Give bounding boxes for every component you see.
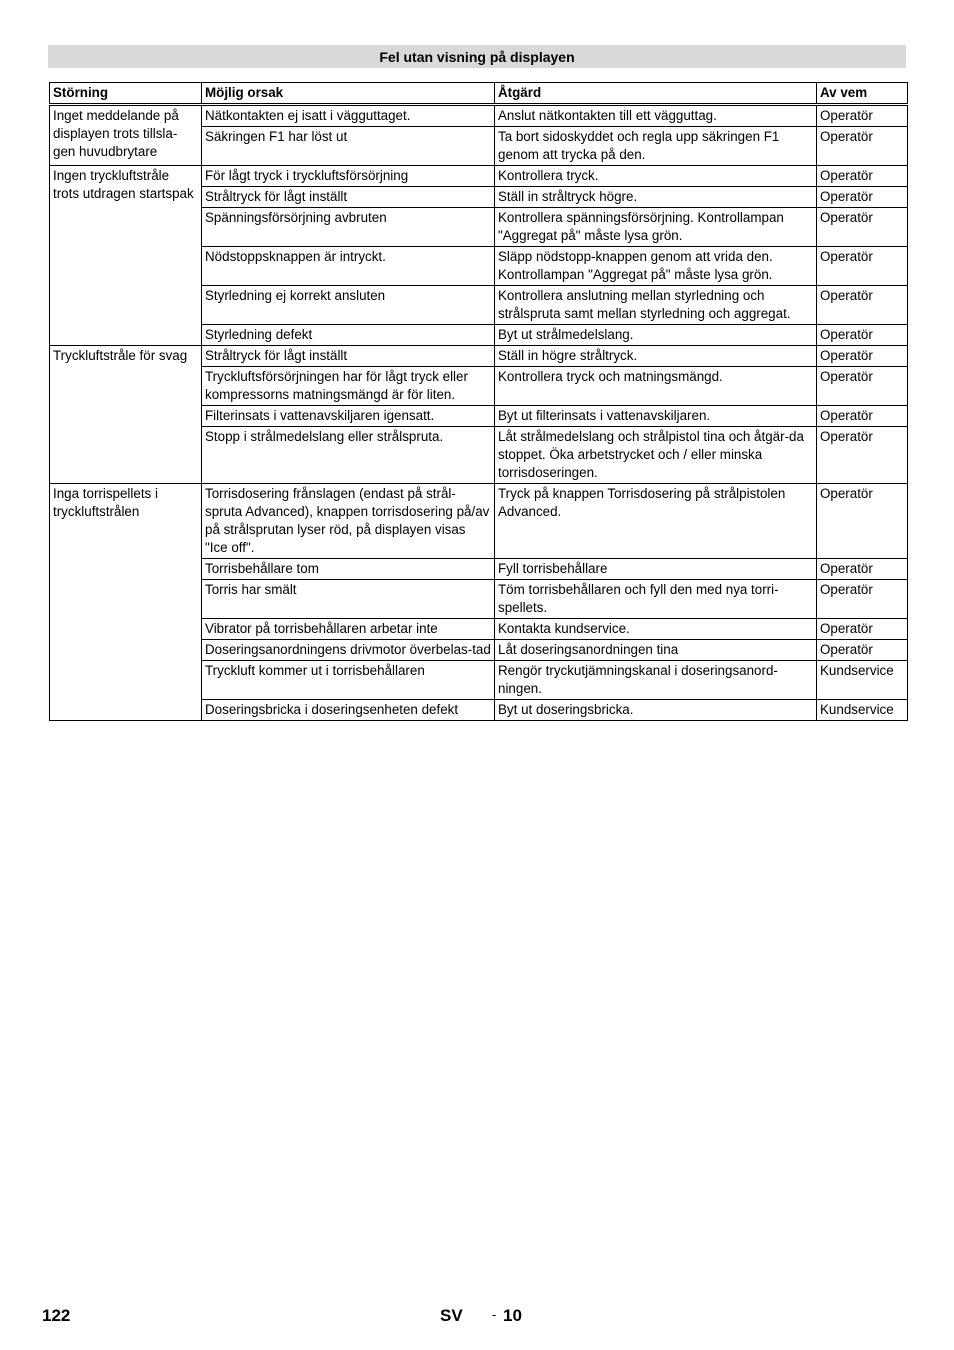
action-cell: Rengör tryckutjämningskanal i doseringsanord-ningen. bbox=[495, 661, 817, 700]
by-cell: Operatör bbox=[817, 559, 908, 580]
action-cell: Släpp nödstopp-knappen genom att vrida den. Kontrollampan "Aggregat på" måste lysa grön. bbox=[495, 247, 817, 286]
header-fault: Störning bbox=[50, 83, 202, 105]
by-cell: Operatör bbox=[817, 127, 908, 166]
cause-cell: Stråltryck för lågt inställt bbox=[202, 187, 495, 208]
table-header-row bbox=[50, 83, 908, 105]
by-cell: Operatör bbox=[817, 367, 908, 406]
action-cell: Ställ in högre stråltryck. bbox=[495, 346, 817, 367]
cause-cell: Doseringsanordningens drivmotor överbelas-tad bbox=[202, 640, 495, 661]
by-cell: Operatör bbox=[817, 208, 908, 247]
cause-cell: Torrisbehållare tom bbox=[202, 559, 495, 580]
table-row bbox=[50, 166, 908, 187]
section-page-number: 10 bbox=[503, 1306, 522, 1325]
by-cell: Operatör bbox=[817, 640, 908, 661]
fault-cell: Inga torrispellets i tryckluftstrålen bbox=[50, 484, 202, 721]
by-cell: Operatör bbox=[817, 346, 908, 367]
cause-cell: Styrledning ej korrekt ansluten bbox=[202, 286, 495, 325]
action-cell: Kontrollera anslutning mellan styrledning och strålspruta samt mellan styrledning och aggregat. bbox=[495, 286, 817, 325]
action-cell: Kontrollera tryck. bbox=[495, 166, 817, 187]
action-cell: Anslut nätkontakten till ett vägguttag. bbox=[495, 105, 817, 127]
action-cell: Byt ut doseringsbricka. bbox=[495, 700, 817, 721]
fault-cell: Ingen tryckluftstråle trots utdragen startspak bbox=[50, 166, 202, 346]
footer-separator: - bbox=[492, 1307, 497, 1322]
table-body bbox=[50, 105, 908, 721]
by-cell: Operatör bbox=[817, 580, 908, 619]
by-cell: Operatör bbox=[817, 166, 908, 187]
fault-cell: Tryckluftstråle för svag bbox=[50, 346, 202, 484]
action-cell: Byt ut strålmedelslang. bbox=[495, 325, 817, 346]
by-cell: Operatör bbox=[817, 619, 908, 640]
by-cell: Operatör bbox=[817, 286, 908, 325]
fault-cell: Inget meddelande på displayen trots tillsla-gen huvudbrytare bbox=[50, 105, 202, 166]
cause-cell: Spänningsförsörjning avbruten bbox=[202, 208, 495, 247]
by-cell: Operatör bbox=[817, 325, 908, 346]
by-cell: Operatör bbox=[817, 105, 908, 127]
action-cell: Töm torrisbehållaren och fyll den med nya torri-spellets. bbox=[495, 580, 817, 619]
cause-cell: För lågt tryck i tryckluftsförsörjning bbox=[202, 166, 495, 187]
table-row bbox=[50, 484, 908, 559]
cause-cell: Nödstoppsknappen är intryckt. bbox=[202, 247, 495, 286]
section-title: Fel utan visning på displayen bbox=[48, 45, 906, 68]
language-code: SV bbox=[440, 1306, 463, 1325]
cause-cell: Vibrator på torrisbehållaren arbetar inte bbox=[202, 619, 495, 640]
cause-cell: Stopp i strålmedelslang eller strålspruta. bbox=[202, 427, 495, 484]
action-cell: Fyll torrisbehållare bbox=[495, 559, 817, 580]
action-cell: Ta bort sidoskyddet och regla upp säkringen F1 genom att trycka på den. bbox=[495, 127, 817, 166]
action-cell: Låt doseringsanordningen tina bbox=[495, 640, 817, 661]
cause-cell: Torrisdosering frånslagen (endast på strål-spruta Advanced), knappen torrisdosering på/av på strålsprutan lyser röd, på displayen visas "Ice off". bbox=[202, 484, 495, 559]
action-cell: Ställ in stråltryck högre. bbox=[495, 187, 817, 208]
troubleshooting-table bbox=[49, 82, 908, 721]
header-cause: Möjlig orsak bbox=[202, 83, 495, 105]
cause-cell: Filterinsats i vattenavskiljaren igensatt. bbox=[202, 406, 495, 427]
header-action: Åtgärd bbox=[495, 83, 817, 105]
by-cell: Operatör bbox=[817, 484, 908, 559]
by-cell: Operatör bbox=[817, 406, 908, 427]
header-by: Av vem bbox=[817, 83, 908, 105]
action-cell: Kontrollera spänningsförsörjning. Kontrollampan "Aggregat på" måste lysa grön. bbox=[495, 208, 817, 247]
cause-cell: Tryckluftsförsörjningen har för lågt tryck eller kompressorns matningsmängd är för liten. bbox=[202, 367, 495, 406]
cause-cell: Tryckluft kommer ut i torrisbehållaren bbox=[202, 661, 495, 700]
cause-cell: Säkringen F1 har löst ut bbox=[202, 127, 495, 166]
action-cell: Kontrollera tryck och matningsmängd. bbox=[495, 367, 817, 406]
cause-cell: Doseringsbricka i doseringsenheten defekt bbox=[202, 700, 495, 721]
by-cell: Kundservice bbox=[817, 661, 908, 700]
by-cell: Kundservice bbox=[817, 700, 908, 721]
action-cell: Kontakta kundservice. bbox=[495, 619, 817, 640]
action-cell: Byt ut filterinsats i vattenavskiljaren. bbox=[495, 406, 817, 427]
action-cell: Låt strålmedelslang och strålpistol tina och åtgär-da stoppet. Öka arbetstrycket och / eller minska torrisdoseringen. bbox=[495, 427, 817, 484]
page-number: 122 bbox=[42, 1306, 71, 1325]
cause-cell: Nätkontakten ej isatt i vägguttaget. bbox=[202, 105, 495, 127]
by-cell: Operatör bbox=[817, 187, 908, 208]
action-cell: Tryck på knappen Torrisdosering på strålpistolen Advanced. bbox=[495, 484, 817, 559]
by-cell: Operatör bbox=[817, 247, 908, 286]
cause-cell: Torris har smält bbox=[202, 580, 495, 619]
table-row bbox=[50, 105, 908, 127]
table-row bbox=[50, 346, 908, 367]
by-cell: Operatör bbox=[817, 427, 908, 484]
cause-cell: Styrledning defekt bbox=[202, 325, 495, 346]
cause-cell: Stråltryck för lågt inställt bbox=[202, 346, 495, 367]
